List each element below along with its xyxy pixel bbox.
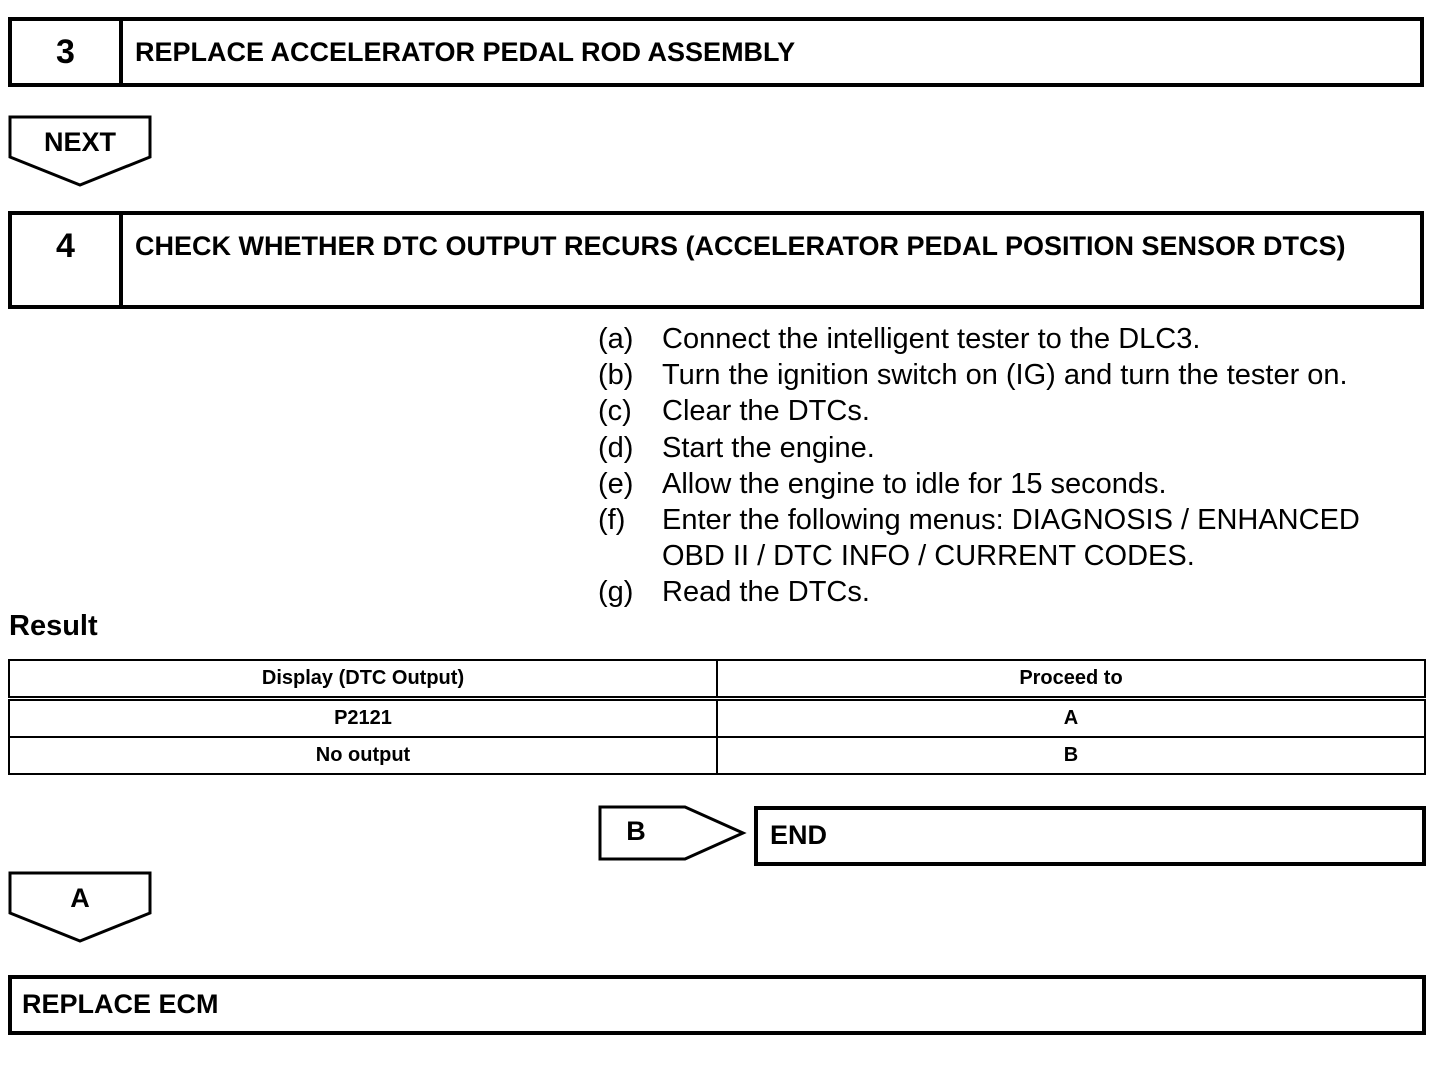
step-3-box — [8, 17, 1424, 87]
step-3-title: REPLACE ACCELERATOR PEDAL ROD ASSEMBLY — [135, 37, 796, 67]
table-cell-proceed: A — [717, 699, 1425, 738]
result-heading: Result — [9, 610, 98, 642]
procedure-marker: (f) — [598, 504, 626, 537]
procedure-item — [598, 574, 1418, 610]
procedure-marker: (a) — [598, 323, 634, 355]
procedure-item — [598, 466, 1418, 502]
next-label: NEXT — [43, 127, 116, 157]
procedure-marker: (d) — [598, 431, 634, 464]
procedure-marker: (b) — [598, 359, 634, 392]
procedure-text: Start the engine. — [662, 431, 875, 464]
table-row — [9, 699, 1425, 738]
table-cell-display: P2121 — [9, 699, 717, 738]
branch-a-label: A — [70, 883, 90, 913]
step-4-title: CHECK WHETHER DTC OUTPUT RECURS (ACCELERATOR PEDAL POSITION SENSOR DTCS) — [135, 231, 1346, 261]
procedure-item — [598, 502, 1418, 574]
procedure-marker: (e) — [598, 467, 634, 500]
step-4-box — [8, 211, 1424, 309]
replace-ecm-box: REPLACE ECM — [8, 975, 1426, 1035]
branch-b-label: B — [626, 816, 646, 846]
table-header-row — [9, 660, 1425, 699]
step-3-number: 3 — [12, 21, 123, 83]
procedure-text: Allow the engine to idle for 15 seconds. — [662, 467, 1167, 500]
procedure-item — [598, 357, 1418, 393]
procedure-marker: (c) — [598, 395, 632, 428]
procedure-marker: (g) — [598, 576, 634, 609]
procedure-text: Enter the following menus: DIAGNOSIS / ENHANCED OBD II / DTC INFO / CURRENT CODES. — [662, 504, 1360, 573]
step-4-number: 4 — [12, 215, 123, 305]
branch-a-arrow — [8, 871, 154, 945]
procedure-list — [598, 321, 1418, 611]
procedure-item — [598, 321, 1418, 357]
table-cell-proceed: B — [717, 737, 1425, 774]
branch-b-arrow — [597, 804, 749, 862]
next-arrow — [8, 115, 154, 189]
procedure-text: Read the DTCs. — [662, 576, 870, 609]
column-header-display: Display (DTC Output) — [9, 660, 717, 699]
end-box: END — [754, 806, 1426, 866]
procedure-text: Clear the DTCs. — [662, 395, 870, 428]
result-table — [8, 659, 1426, 775]
procedure-item — [598, 430, 1418, 466]
table-row — [9, 737, 1425, 774]
procedure-text: Connect the intelligent tester to the DLC3. — [662, 323, 1201, 355]
table-cell-display: No output — [9, 737, 717, 774]
procedure-item — [598, 393, 1418, 429]
column-header-proceed: Proceed to — [717, 660, 1425, 699]
procedure-text: Turn the ignition switch on (IG) and turn the tester on. — [662, 359, 1348, 392]
